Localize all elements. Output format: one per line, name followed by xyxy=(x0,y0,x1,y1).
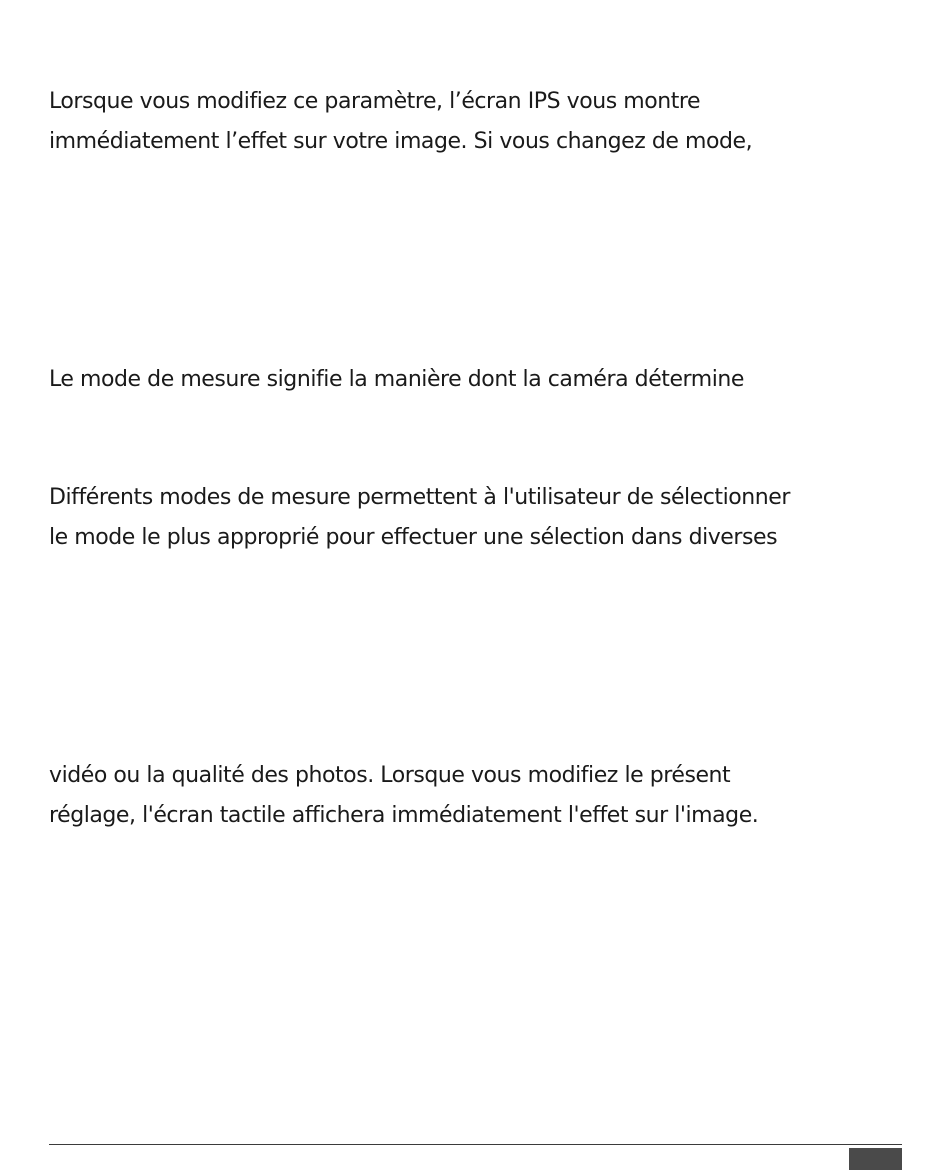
paragraph-1-line-2: immédiatement l’effet sur votre image. Si vous changez de mode, xyxy=(49,129,753,154)
paragraph-3-line-2: le mode le plus approprié pour effectuer une sélection dans diverses xyxy=(49,525,778,550)
page-number-tab xyxy=(849,1148,902,1170)
paragraph-4-line-2: réglage, l'écran tactile affichera immédiatement l'effet sur l'image. xyxy=(49,803,759,828)
paragraph-1-line-1: Lorsque vous modifiez ce paramètre, l’écran IPS vous montre xyxy=(49,89,701,114)
paragraph-2-line-1: Le mode de mesure signifie la manière dont la caméra détermine xyxy=(49,367,744,392)
paragraph-3-line-1: Différents modes de mesure permettent à l'utilisateur de sélectionner xyxy=(49,485,790,510)
footer-divider xyxy=(49,1144,902,1145)
paragraph-4-line-1: vidéo ou la qualité des photos. Lorsque vous modifiez le présent xyxy=(49,763,731,788)
